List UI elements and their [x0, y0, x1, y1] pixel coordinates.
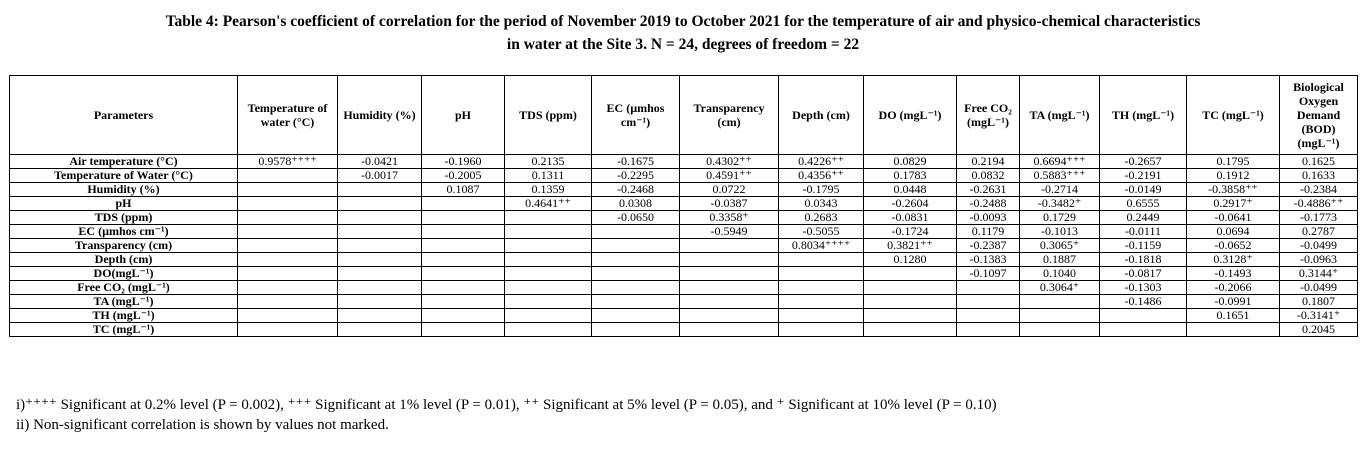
table-cell: 0.1633: [1280, 169, 1358, 183]
table-cell: -0.2191: [1100, 169, 1187, 183]
footnote-significance: i)⁺⁺⁺⁺ Significant at 0.2% level (P = 0.002), ⁺⁺⁺ Significant at 1% level (P = 0.01), ⁺⁺ Significant at 5% level (P = 0.05), and ⁺ Significant at 10% level (P = 0.10): [16, 397, 997, 413]
table-cell: [505, 281, 592, 295]
column-header-ec: EC (µmhos cm⁻¹): [592, 76, 680, 155]
table-cell: [592, 225, 680, 239]
table-cell: 0.1311: [505, 169, 592, 183]
table-cell: [680, 309, 779, 323]
table-cell: [505, 253, 592, 267]
row-label: Depth (cm): [10, 253, 238, 267]
table-cell: [338, 225, 422, 239]
table-cell: [338, 253, 422, 267]
table-cell: -0.1795: [779, 183, 864, 197]
table-cell: [592, 239, 680, 253]
table-cell: 0.1783: [864, 169, 957, 183]
table-cell: 0.8034⁺⁺⁺⁺: [779, 239, 864, 253]
table-cell: -0.0499: [1280, 239, 1358, 253]
footnote-non-significant: ii) Non-significant correlation is shown by values not marked.: [16, 417, 389, 433]
table-cell: [422, 239, 505, 253]
table-cell: 0.1795: [1187, 155, 1280, 169]
table-cell: -0.1159: [1100, 239, 1187, 253]
table-cell: 0.3065⁺: [1020, 239, 1100, 253]
table-cell: [338, 239, 422, 253]
table-cell: [779, 295, 864, 309]
column-header-transparency: Transparency (cm): [680, 76, 779, 155]
table-cell: 0.5883⁺⁺⁺: [1020, 169, 1100, 183]
table-row: [10, 183, 1358, 197]
table-cell: [422, 225, 505, 239]
table-cell: -0.1486: [1100, 295, 1187, 309]
table-cell: -0.0093: [957, 211, 1020, 225]
table-caption: [0, 10, 1366, 56]
table-cell: [338, 281, 422, 295]
table-cell: -0.0111: [1100, 225, 1187, 239]
table-cell: [422, 281, 505, 295]
table-cell: [1100, 323, 1187, 337]
table-cell: [422, 253, 505, 267]
table-cell: 0.3128⁺: [1187, 253, 1280, 267]
table-cell: -0.3141⁺: [1280, 309, 1358, 323]
table-cell: 0.2683: [779, 211, 864, 225]
table-cell: -0.4886⁺⁺: [1280, 197, 1358, 211]
table-cell: [238, 267, 338, 281]
table-cell: [779, 309, 864, 323]
column-header-do: DO (mgL⁻¹): [864, 76, 957, 155]
row-label: DO(mgL⁻¹): [10, 267, 238, 281]
table-cell: [779, 253, 864, 267]
caption-line-2: in water at the Site 3. N = 24, degrees of freedom = 22: [506, 36, 860, 53]
table-cell: [238, 253, 338, 267]
table-cell: 0.2917⁺: [1187, 197, 1280, 211]
table-cell: [238, 169, 338, 183]
table-cell: [864, 309, 957, 323]
table-cell: 0.6694⁺⁺⁺: [1020, 155, 1100, 169]
table-cell: [505, 267, 592, 281]
table-cell: [864, 295, 957, 309]
table-cell: [957, 281, 1020, 295]
table-cell: -0.1773: [1280, 211, 1358, 225]
column-header-parameters: Parameters: [10, 76, 238, 155]
table-cell: [1020, 295, 1100, 309]
table-cell: -0.1097: [957, 267, 1020, 281]
table-cell: -0.2387: [957, 239, 1020, 253]
table-cell: [680, 281, 779, 295]
table-cell: 0.0694: [1187, 225, 1280, 239]
table-footnotes: [16, 395, 997, 435]
table-cell: -0.0831: [864, 211, 957, 225]
table-row: [10, 309, 1358, 323]
table-cell: -0.1724: [864, 225, 957, 239]
table-cell: 0.0832: [957, 169, 1020, 183]
table-cell: 0.2449: [1100, 211, 1187, 225]
table-row: [10, 323, 1358, 337]
table-header-row: [10, 76, 1358, 155]
table-cell: [422, 323, 505, 337]
row-label: EC (µmhos cm⁻¹): [10, 225, 238, 239]
table-cell: [338, 323, 422, 337]
table-cell: [422, 295, 505, 309]
column-header-tc: TC (mgL⁻¹): [1187, 76, 1280, 155]
table-cell: [864, 323, 957, 337]
table-row: [10, 155, 1358, 169]
table-row: [10, 211, 1358, 225]
table-cell: [505, 323, 592, 337]
table-cell: -0.2066: [1187, 281, 1280, 295]
table-cell: -0.2005: [422, 169, 505, 183]
table-cell: -0.1303: [1100, 281, 1187, 295]
table-cell: -0.1960: [422, 155, 505, 169]
table-cell: 0.1179: [957, 225, 1020, 239]
column-header-ph: pH: [422, 76, 505, 155]
table-cell: [505, 211, 592, 225]
table-cell: -0.0499: [1280, 281, 1358, 295]
table-cell: -0.0652: [1187, 239, 1280, 253]
table-cell: [864, 281, 957, 295]
row-label: Temperature of Water (°C): [10, 169, 238, 183]
table-cell: -0.2468: [592, 183, 680, 197]
table-row: [10, 197, 1358, 211]
table-cell: [779, 323, 864, 337]
table-cell: [238, 211, 338, 225]
table-cell: [1187, 323, 1280, 337]
table-cell: 0.0722: [680, 183, 779, 197]
table-cell: 0.1729: [1020, 211, 1100, 225]
table-cell: -0.1493: [1187, 267, 1280, 281]
table-cell: [1020, 323, 1100, 337]
table-cell: [338, 295, 422, 309]
column-header-depth: Depth (cm): [779, 76, 864, 155]
table-cell: -0.3482⁺: [1020, 197, 1100, 211]
table-cell: -0.0387: [680, 197, 779, 211]
table-cell: 0.1040: [1020, 267, 1100, 281]
table-cell: 0.1887: [1020, 253, 1100, 267]
table-cell: 0.2194: [957, 155, 1020, 169]
table-cell: -0.0641: [1187, 211, 1280, 225]
table-cell: [338, 183, 422, 197]
table-cell: [238, 183, 338, 197]
table-cell: -0.1013: [1020, 225, 1100, 239]
table-cell: [680, 267, 779, 281]
table-cell: 0.1087: [422, 183, 505, 197]
table-row: [10, 267, 1358, 281]
table-cell: -0.0991: [1187, 295, 1280, 309]
table-cell: 0.2787: [1280, 225, 1358, 239]
table-cell: [957, 295, 1020, 309]
column-header-ta: TA (mgL⁻¹): [1020, 76, 1100, 155]
table-cell: -0.3858⁺⁺: [1187, 183, 1280, 197]
row-label: Air temperature (°C): [10, 155, 238, 169]
table-cell: [505, 225, 592, 239]
column-header-free-co2: Free CO₂ (mgL⁻¹): [957, 76, 1020, 155]
table-cell: -0.5949: [680, 225, 779, 239]
row-label: Transparency (cm): [10, 239, 238, 253]
row-label: Free CO₂ (mgL⁻¹): [10, 281, 238, 295]
table-row: [10, 169, 1358, 183]
table-cell: 0.1280: [864, 253, 957, 267]
table-cell: [592, 253, 680, 267]
table-cell: [779, 267, 864, 281]
table-cell: [680, 295, 779, 309]
table-cell: [238, 225, 338, 239]
table-cell: -0.0017: [338, 169, 422, 183]
table-cell: [238, 295, 338, 309]
column-header-humidity: Humidity (%): [338, 76, 422, 155]
table-cell: -0.2714: [1020, 183, 1100, 197]
table-cell: 0.1625: [1280, 155, 1358, 169]
table-cell: 0.1912: [1187, 169, 1280, 183]
table-row: [10, 239, 1358, 253]
table-cell: [338, 267, 422, 281]
table-cell: -0.2657: [1100, 155, 1187, 169]
table-cell: [680, 323, 779, 337]
table-cell: [238, 281, 338, 295]
table-cell: [957, 323, 1020, 337]
table-cell: [505, 295, 592, 309]
table-cell: 0.0343: [779, 197, 864, 211]
table-cell: -0.2631: [957, 183, 1020, 197]
table-cell: [505, 239, 592, 253]
table-cell: 0.2135: [505, 155, 592, 169]
table-cell: [957, 309, 1020, 323]
table-cell: [592, 267, 680, 281]
table-cell: 0.4591⁺⁺: [680, 169, 779, 183]
column-header-temperature-of-water: Temperature of water (°C): [238, 76, 338, 155]
table-cell: -0.2604: [864, 197, 957, 211]
column-header-tds: TDS (ppm): [505, 76, 592, 155]
table-cell: -0.1818: [1100, 253, 1187, 267]
table-cell: [592, 309, 680, 323]
table-cell: 0.0829: [864, 155, 957, 169]
table-cell: 0.3064⁺: [1020, 281, 1100, 295]
table-cell: [238, 323, 338, 337]
table-cell: [338, 197, 422, 211]
column-header-th: TH (mgL⁻¹): [1100, 76, 1187, 155]
table-row: [10, 281, 1358, 295]
table-cell: 0.4356⁺⁺: [779, 169, 864, 183]
table-cell: [338, 309, 422, 323]
row-label: TA (mgL⁻¹): [10, 295, 238, 309]
table-cell: [592, 323, 680, 337]
table-cell: 0.0448: [864, 183, 957, 197]
table-cell: [422, 211, 505, 225]
table-cell: [592, 281, 680, 295]
table-cell: [238, 197, 338, 211]
table-cell: [338, 211, 422, 225]
table-cell: -0.2295: [592, 169, 680, 183]
row-label: TH (mgL⁻¹): [10, 309, 238, 323]
table-cell: [505, 309, 592, 323]
table-cell: [422, 309, 505, 323]
table-cell: -0.0817: [1100, 267, 1187, 281]
table-row: [10, 253, 1358, 267]
table-cell: 0.6555: [1100, 197, 1187, 211]
table-cell: 0.3358⁺: [680, 211, 779, 225]
row-label: TDS (ppm): [10, 211, 238, 225]
table-cell: -0.0421: [338, 155, 422, 169]
row-label: pH: [10, 197, 238, 211]
table-cell: [422, 267, 505, 281]
table-cell: [1100, 309, 1187, 323]
table-cell: 0.4302⁺⁺: [680, 155, 779, 169]
table-cell: -0.0149: [1100, 183, 1187, 197]
table-cell: [238, 239, 338, 253]
table-cell: -0.0650: [592, 211, 680, 225]
table-cell: [864, 267, 957, 281]
table-cell: 0.1359: [505, 183, 592, 197]
table-cell: 0.2045: [1280, 323, 1358, 337]
table-cell: [680, 253, 779, 267]
table-cell: [779, 281, 864, 295]
table-cell: -0.2384: [1280, 183, 1358, 197]
table-cell: -0.2488: [957, 197, 1020, 211]
table-cell: 0.0308: [592, 197, 680, 211]
row-label: Humidity (%): [10, 183, 238, 197]
table-cell: [238, 309, 338, 323]
table-row: [10, 295, 1358, 309]
table-cell: 0.3821⁺⁺: [864, 239, 957, 253]
table-cell: [1020, 309, 1100, 323]
table-cell: -0.1675: [592, 155, 680, 169]
column-header-bod: Biological Oxygen Demand (BOD) (mgL⁻¹): [1280, 76, 1358, 155]
table-row: [10, 225, 1358, 239]
table-cell: 0.4226⁺⁺: [779, 155, 864, 169]
table-cell: -0.1383: [957, 253, 1020, 267]
table-cell: [422, 197, 505, 211]
caption-line-1: Table 4: Pearson's coefficient of correlation for the period of November 2019 to October 2021 for the temperature of air and physico-chemical characteristics: [165, 13, 1201, 30]
table-body: [10, 155, 1358, 337]
row-label: TC (mgL⁻¹): [10, 323, 238, 337]
table-cell: 0.9578⁺⁺⁺⁺: [238, 155, 338, 169]
correlation-table: [9, 75, 1358, 337]
table-cell: -0.5055: [779, 225, 864, 239]
table-cell: 0.1807: [1280, 295, 1358, 309]
table-cell: -0.0963: [1280, 253, 1358, 267]
table-cell: 0.1651: [1187, 309, 1280, 323]
table-cell: [592, 295, 680, 309]
table-cell: 0.3144⁺: [1280, 267, 1358, 281]
table-cell: 0.4641⁺⁺: [505, 197, 592, 211]
table-cell: [680, 239, 779, 253]
